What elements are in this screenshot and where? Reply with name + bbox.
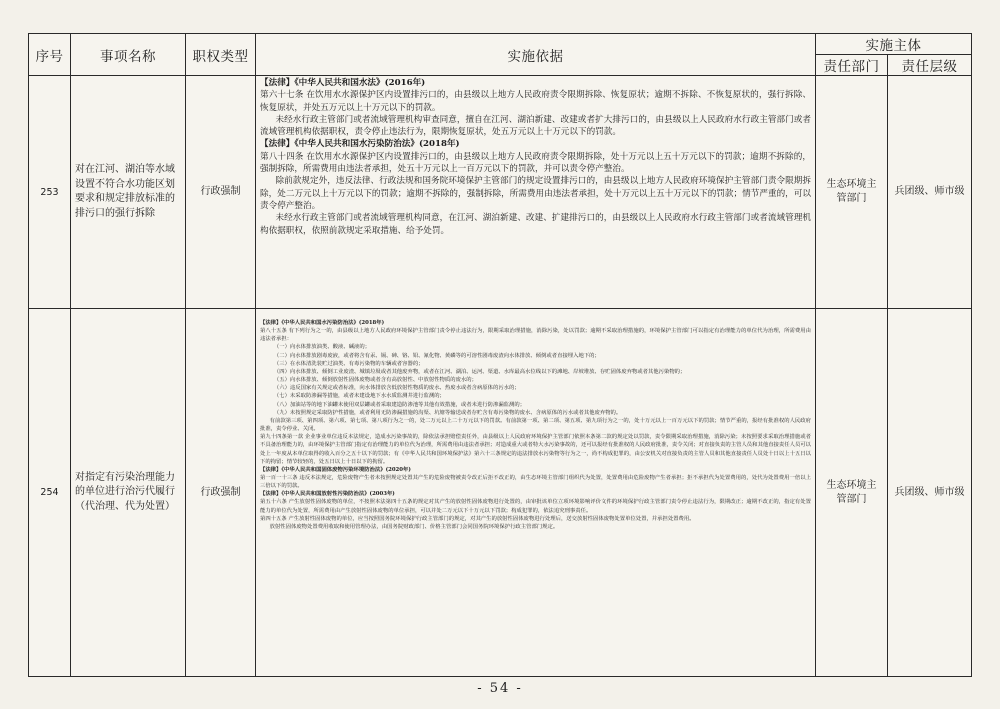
basis-item: （二）向水体排放剧毒废液，或者将含有汞、镉、砷、铬、铅、氰化物、黄磷等的可溶性剧毒废渣向水体排放、倾倒或者直接埋入地下的； [273,352,600,359]
responsible-dept: 生态环境主管部门 [816,76,888,309]
power-type: 行政强制 [186,76,256,309]
basis-paragraph: 第九十四条第一款 企业事业单位违反本法规定，造成水污染事故的，除依法承担赔偿责任外，由县级以上人民政府环境保护主管部门依照本条第二款的规定处以罚款，责令限期采取治理措施，消除污染；未按照要求采取治理措施或者不具备治理能力的，由环境保护主管部门指定有治理能力的单位代为治理，所需费用由违法者承担；对造成重大或者特大水污染事故的，还可以报经有批准权的人民政府批准，责令关闭；对直接负责的主管人员和其他直接责任人员可以处上一年度从本单位取得的收入百分之五十以下的罚款；有《中华人民共和国环境保护法》第六十三条规定的违法排放水污染物等行为之一，尚不构成犯罪的，由公安机关对直接负责的主管人员和其他直接责任人员处十日以上十五日以下的拘留；情节较轻的，处五日以上十日以下的拘留。 [260,434,811,465]
basis-item: （一）向水体排放油类、酸液、碱液的； [273,344,371,351]
law-title: 【法律】《中华人民共和国固体废物污染环境防治法》(2020年) [260,466,411,473]
basis-paragraph: 放射性固体废物处置费用收取和使用管理办法，由国务院财政部门、价格主管部门会同国务院环境保护行政主管部门规定。 [269,523,559,530]
law-title: 【法律】《中华人民共和国放射性污染防治法》(2003年) [260,491,395,498]
basis-paragraph: 除前款规定外，违反法律、行政法规和国务院环境保护主管部门的规定设置排污口的，由县级以上地方人民政府环境保护主管部门责令限期拆除，处二万元以上十万元以下的罚款；逾期不拆除的，强制拆除，所需费用由违法者承担，处十万元以上五十万元以下的罚款；情节严重的，可以责令停产整治。 [260,176,811,211]
law-title: 【法律】《中华人民共和国水污染防治法》(2018年) [260,320,385,326]
table-row [29,76,972,309]
table-row [29,309,972,677]
basis-item: （三）在水体清洗装贮过油类、有毒污染物的车辆或者容器的； [273,360,424,367]
basis-paragraph: 未经水行政主管部门或者流域管理机构同意，在江河、湖泊新建、改建、扩建排污口的，由县级以上人民政府水行政主管部门或者流域管理机构依据职权，依照前款规定采取措施、给予处罚。 [260,213,811,236]
legal-basis [256,76,816,309]
basis-paragraph: 未经水行政主管部门或者流域管理机构审查同意，擅自在江河、湖泊新建、改建或者扩大排污口的，由县级以上人民政府水行政主管部门或者流域管理机构依据职权，责令停止违法行为，限期恢复原状，处五万元以上十万元以下的罚款。 [260,114,811,138]
law-title: 【法律】《中华人民共和国水法》(2016年) [260,78,426,88]
law-title: 【法律】《中华人民共和国水污染防治法》(2018年) [260,139,460,150]
basis-paragraph: 第六十七条 在饮用水水源保护区内设置排污口的，由县级以上地方人民政府责令限期拆除、恢复原状；逾期不拆除、不恢复原状的，强行拆除、恢复原状，并处五万元以上十万元以下的罚款。 [260,90,811,113]
basis-paragraph: 第八十五条 有下列行为之一的，由县级以上地方人民政府环境保护主管部门责令停止违法行为，限期采取治理措施，消除污染，处以罚款；逾期不采取治理措施的，环境保护主管部门可以指定有治理能力的单位代为治理，所需费用由违法者承担： [260,328,811,343]
basis-paragraph: 有前款第三项、第四项、第六项、第七项、第八项行为之一的，处二万元以上二十万元以下的罚款。有前款第一项、第二项、第五项、第九项行为之一的，处十万元以上一百万元以下的罚款；情节严重的，报经有批准权的人民政府批准，责令停业、关闭。 [260,417,811,433]
basis-paragraph: 第一百一十三条 违反本法规定，危险废物产生者未按照规定处置其产生的危险废物被责令改正后拒不改正的，由生态环境主管部门组织代为处置，处置费用由危险废物产生者承担；拒不承担代为处置费用的，处代为处置费用一倍以上三倍以下的罚款。 [260,474,811,490]
header-no: 序号 [29,34,71,76]
header-type: 职权类型 [186,34,256,76]
header-level: 责任层级 [888,55,972,76]
basis-paragraph: 第八十四条 在饮用水水源保护区内设置排污口的，由县级以上地方人民政府责令限期拆除，处十万元以上五十万元以下的罚款；逾期不拆除的，强制拆除，所需费用由违法者承担，处五十万元以上一百万元以下的罚款，并可以责令停产整治。 [260,151,811,175]
basis-item: （七）未采取防渗漏等措施，或者未建设地下水水质监测井进行监测的； [273,393,445,400]
basis-item: （八）加油站等的地下油罐未使用双层罐或者采取建造防渗池等其他有效措施，或者未进行防渗漏监测的； [273,401,526,408]
item-name: 对指定有污染治理能力的单位进行治污代履行（代治理、代为处置） [71,309,186,677]
header-name: 事项名称 [71,34,186,76]
basis-item: （五）向水体排放、倾倒放射性固体废物或者含有高放射性、中放射性物质的废水的； [273,377,477,384]
row-number: 254 [29,309,71,677]
header-subject: 实施主体 [816,34,972,55]
page-number: - 54 - [477,681,523,696]
basis-paragraph: 第四十五条 产生放射性固体废物的单位，应当按照国务院环境保护行政主管部门的规定，对其产生的放射性固体废物进行处理后，送交放射性固体废物处置单位处置，并承担处置费用。 [260,515,695,522]
basis-item: （六）违反国家有关规定或者标准，向水体排放含低放射性物质的废水、热废水或者含病原体的污水的； [273,385,520,392]
row-number: 253 [29,76,71,309]
responsible-level: 兵团级、师市级 [888,76,972,309]
power-list-table [28,33,972,677]
responsible-level: 兵团级、师市级 [888,309,972,677]
legal-basis [256,309,816,677]
basis-paragraph: 第五十六条 产生放射性固体废物的单位，不按照本法第四十五条的规定对其产生的放射性固体废物进行处置的，由审批该单位立项环境影响评价文件的环境保护行政主管部门责令停止违法行为，限期改正；逾期不改正的，指定有处置能力的单位代为处置，所需费用由产生放射性固体废物的单位承担，可以并处二万元以下十万元以下罚款；构成犯罪的，依法追究刑事责任。 [260,499,811,514]
header-basis: 实施依据 [256,34,816,76]
basis-item: （九）未按照规定采取防护性措施，或者利用无防渗漏措施的沟渠、坑塘等输送或者存贮含有毒污染物的废水、含病原体的污水或者其他废弃物的。 [273,409,622,416]
header-dept: 责任部门 [816,55,888,76]
power-type: 行政强制 [186,309,256,677]
basis-item: （四）向水体排放、倾倒工业废渣、城镇垃圾或者其他废弃物，或者在江河、湖泊、运河、渠道、水库最高水位线以下的滩地、岸坡堆放、存贮固体废弃物或者其他污染物的； [273,368,686,375]
item-name: 对在江河、湖泊等水域设置不符合水功能区划要求和规定排放标准的排污口的强行拆除 [71,76,186,309]
responsible-dept: 生态环境主管部门 [816,309,888,677]
